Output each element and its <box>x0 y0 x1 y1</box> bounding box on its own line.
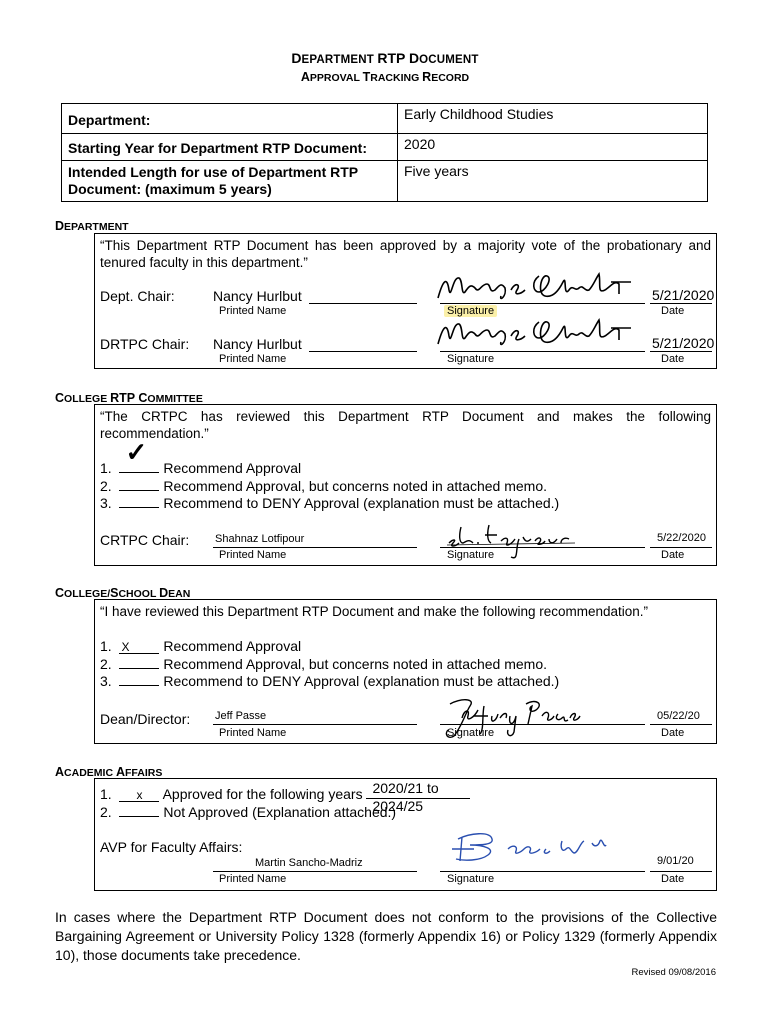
department-section-heading: DEPARTMENT <box>55 219 129 233</box>
document-title: DEPARTMENT RTP DOCUMENT <box>291 50 479 66</box>
date-caption: Date <box>661 873 685 885</box>
info-table <box>61 103 708 202</box>
dean-section-heading: COLLEGE/SCHOOL DEAN <box>55 586 191 600</box>
checkmark-icon: ✓ <box>125 437 148 467</box>
checkbox-not-approved <box>119 805 159 817</box>
length-label: Intended Length for use of Department RTP Document: (maximum 5 years) <box>62 161 398 202</box>
dean-name-line <box>213 724 417 725</box>
printed-name-caption: Printed Name <box>219 353 287 365</box>
date-caption: Date <box>661 549 685 561</box>
avp-date-line <box>650 871 712 872</box>
printed-name-caption: Printed Name <box>219 549 287 561</box>
dean-date-line <box>650 724 712 725</box>
drtpc-chair-name-line <box>309 351 417 352</box>
checkbox-approve: X <box>119 642 159 654</box>
list-item: 2. Recommend Approval, but concerns noted in attached memo. <box>100 477 548 494</box>
start-year-value: 2020 <box>398 134 708 161</box>
list-item: 3. Recommend to DENY Approval (explanation must be attached.) <box>100 673 560 689</box>
document-subtitle: APPROVAL TRACKING RECORD <box>300 70 470 84</box>
dept-chair-name-line <box>309 303 417 304</box>
checkbox-deny <box>119 496 159 508</box>
list-item: 1. ✓ Recommend Approval <box>100 437 302 476</box>
start-year-label: Starting Year for Department RTP Document: <box>62 134 398 161</box>
drtpc-chair-label: DRTPC Chair: <box>100 336 190 352</box>
dean-label: Dean/Director: <box>100 711 191 727</box>
drtpc-chair-signature <box>435 316 645 350</box>
avp-name: Martin Sancho-Madriz <box>255 857 363 869</box>
list-item: 2. Recommend Approval, but concerns noted in attached memo. <box>100 655 548 672</box>
dean-box <box>94 599 717 744</box>
academic-decision-list <box>100 780 470 821</box>
years-field <box>366 780 470 814</box>
dept-chair-name: Nancy Hurlbut <box>213 288 302 304</box>
printed-name-caption: Printed Name <box>219 305 287 317</box>
drtpc-chair-signature-line <box>440 351 645 352</box>
list-item: 3. Recommend to DENY Approval (explanation must be attached.) <box>100 495 560 511</box>
dean-signature-line <box>440 724 645 725</box>
dept-chair-signature-line <box>440 303 645 304</box>
date-caption: Date <box>661 727 685 739</box>
signature-caption: Signature <box>447 873 495 885</box>
crtpc-chair-name: Shahnaz Lotfipour <box>215 533 305 545</box>
precedence-note: In cases where the Department RTP Document does not conform to the provisions of the Collective Bargaining Agreement or University Policy 1328 (formerly Appendix 16) or Policy 1329 (formerly Appendix 10), those documents take precedence. <box>55 909 717 963</box>
signature-caption: Signature <box>447 727 495 739</box>
crtpc-chair-label: CRTPC Chair: <box>100 532 190 548</box>
signature-caption: Signature <box>444 305 497 317</box>
checkbox-approve-concerns <box>119 657 159 669</box>
date-caption: Date <box>661 305 685 317</box>
dean-recommendation-list <box>100 638 559 691</box>
checkbox-approve-concerns <box>119 479 159 491</box>
printed-name-caption: Printed Name <box>219 873 287 885</box>
college-committee-box <box>94 404 717 566</box>
list-item: 2. Not Approved (Explanation attached.) <box>100 803 397 820</box>
academic-affairs-heading: ACADEMIC AFFAIRS <box>55 765 163 779</box>
approved-years: 2020/21 to 2024/25 <box>372 780 439 814</box>
dean-quote: “I have reviewed this Department RTP Document and make the following recommendation.” <box>100 604 649 619</box>
revised-date: Revised 09/08/2016 <box>631 967 716 978</box>
length-value: Five years <box>398 161 708 202</box>
dept-chair-date: 5/21/2020 <box>652 287 715 303</box>
department-quote: “This Department RTP Document has been approved by a majority vote of the probationary and tenured faculty in this department.” <box>100 238 711 270</box>
signature-caption: Signature <box>447 549 495 561</box>
crtpc-chair-signature-line <box>440 547 645 548</box>
checkbox-deny <box>119 674 159 686</box>
table-row <box>62 134 708 161</box>
signature-caption: Signature <box>447 353 495 365</box>
crtpc-chair-date-line <box>650 547 712 548</box>
checkbox-approved: x <box>119 790 159 802</box>
avp-name-line <box>213 871 417 872</box>
list-item: 1. x Approved for the following years 2020/21 to 2024/25 <box>100 786 470 804</box>
dean-date: 05/22/20 <box>657 710 700 722</box>
list-item: 1. X Recommend Approval <box>100 638 302 654</box>
department-value: Early Childhood Studies <box>398 104 708 134</box>
avp-date: 9/01/20 <box>657 855 694 867</box>
college-recommendation-list <box>100 437 560 513</box>
dept-chair-label: Dept. Chair: <box>100 288 175 304</box>
dean-name: Jeff Passe <box>215 710 267 722</box>
avp-signature-line <box>440 871 645 872</box>
dept-chair-signature <box>435 270 645 304</box>
table-row <box>62 104 708 134</box>
dept-chair-date-line <box>650 303 712 304</box>
avp-signature <box>450 827 640 869</box>
college-committee-quote: “The CRTPC has reviewed this Department RTP Document and makes the following recommendation.” <box>100 409 711 441</box>
drtpc-chair-date-line <box>650 351 712 352</box>
drtpc-chair-name: Nancy Hurlbut <box>213 336 302 352</box>
table-row <box>62 161 708 202</box>
avp-label: AVP for Faculty Affairs: <box>100 839 243 855</box>
crtpc-chair-date: 5/22/2020 <box>657 532 706 544</box>
checkbox-approve <box>119 437 159 473</box>
printed-name-caption: Printed Name <box>219 727 287 739</box>
department-box <box>94 233 717 369</box>
academic-affairs-box <box>94 778 717 891</box>
department-label: Department: <box>62 104 398 134</box>
date-caption: Date <box>661 353 685 365</box>
drtpc-chair-date: 5/21/2020 <box>652 335 715 351</box>
crtpc-chair-name-line <box>213 547 417 548</box>
college-committee-heading: COLLEGE RTP COMMITTEE <box>55 391 203 405</box>
